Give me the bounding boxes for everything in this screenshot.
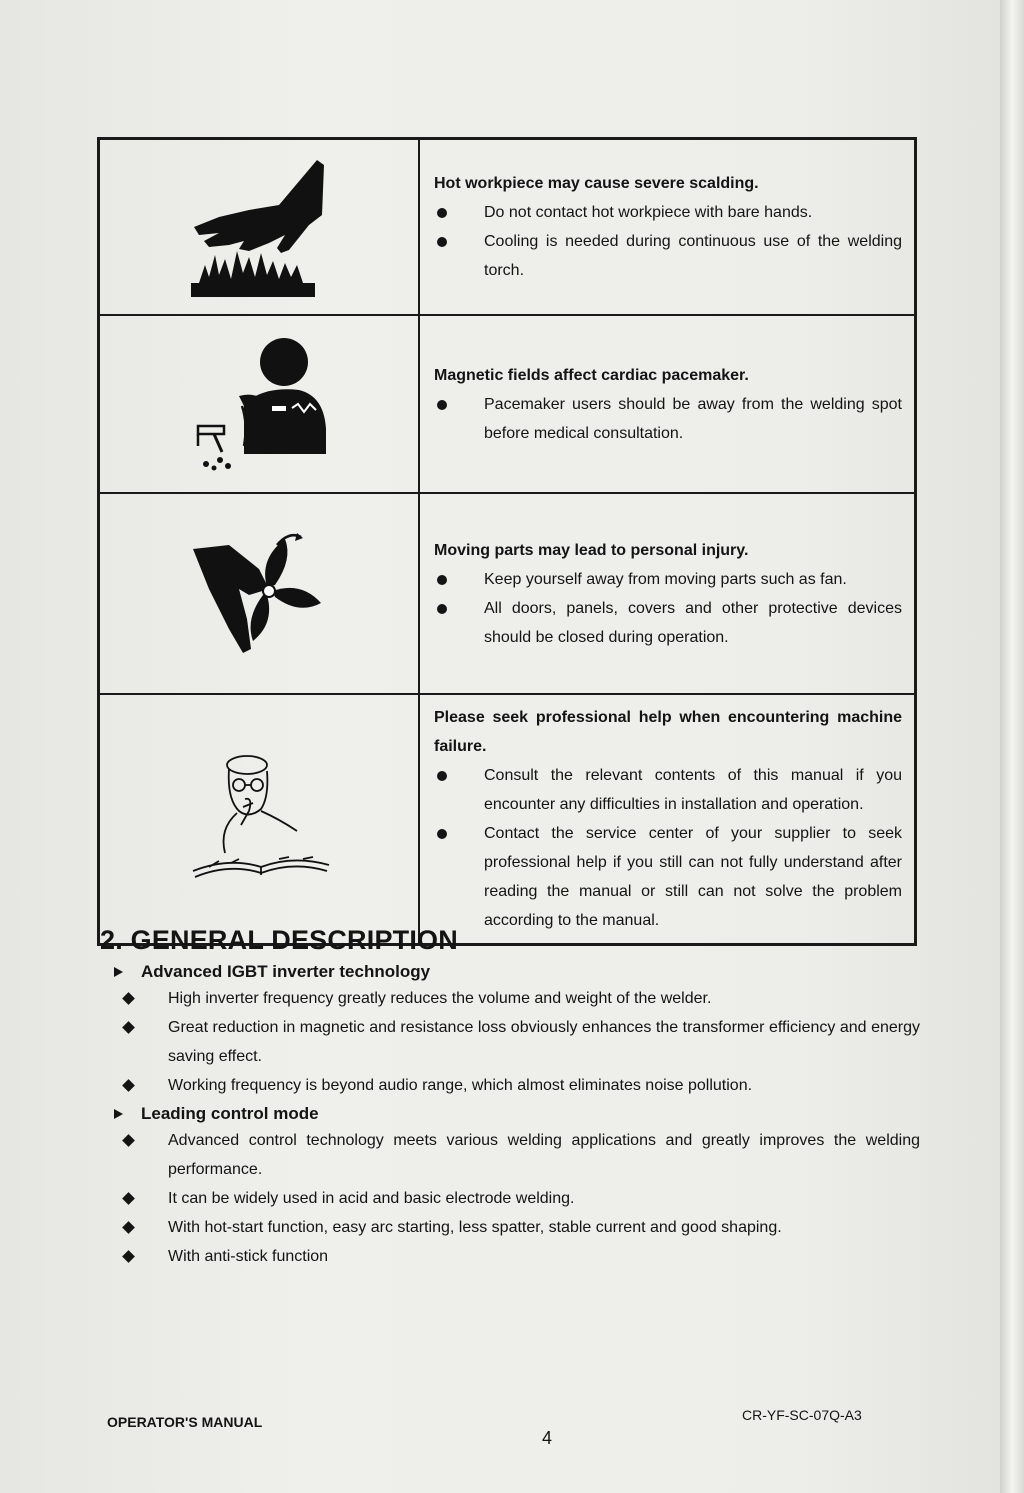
subsection-title: Advanced IGBT inverter technology [114,962,920,982]
warning-row [99,315,916,493]
warning-row [99,493,916,694]
warning-item: All doors, panels, covers and other protective devices should be closed during operation. [434,594,902,652]
feature-item: With hot-start function, easy arc starting, less spatter, stable current and good shaping. [100,1213,920,1242]
feature-item: With anti-stick function [100,1242,920,1271]
feature-item: It can be widely used in acid and basic electrode welding. [100,1184,920,1213]
feature-list [100,1126,920,1271]
footer-manual-label: OPERATOR'S MANUAL [107,1414,263,1430]
warning-item: Do not contact hot workpiece with bare hands. [434,198,902,227]
subsection-title: Leading control mode [114,1104,920,1124]
safety-warnings-table [97,137,917,946]
fan-hand-icon [189,529,329,659]
footer-document-code: CR-YF-SC-07Q-A3 [742,1407,862,1423]
warning-item: Pacemaker users should be away from the welding spot before medical consultation. [434,390,902,448]
feature-item: Working frequency is beyond audio range, which almost eliminates noise pollution. [100,1071,920,1100]
hot-workpiece-hand-icon [189,155,329,300]
feature-item: Great reduction in magnetic and resistance loss obviously enhances the transformer efficiency and energy saving effect. [100,1013,920,1071]
pacemaker-person-icon [184,334,334,474]
section-heading: 2. GENERAL DESCRIPTION [100,925,458,955]
page-edge [1000,0,1024,1493]
warning-text-cell [419,694,916,945]
warning-title: Please seek professional help when encountering machine failure. [434,709,902,755]
warning-list [434,390,902,448]
warning-list [434,761,902,935]
warning-item: Consult the relevant contents of this manual if you encounter any difficulties in installation and operation. [434,761,902,819]
warning-item: Contact the service center of your supplier to seek professional help if you still can not fully understand after reading the manual or still can not solve the problem according to the manual. [434,819,902,935]
page-number: 4 [542,1428,553,1448]
warning-row [99,139,916,316]
warning-text-cell [419,139,916,316]
warning-list [434,198,902,285]
warning-list [434,565,902,652]
warning-item: Keep yourself away from moving parts such as fan. [434,565,902,594]
feature-item: High inverter frequency greatly reduces the volume and weight of the welder. [100,984,920,1013]
warning-item: Cooling is needed during continuous use of the welding torch. [434,227,902,285]
feature-list [100,984,920,1100]
warning-text-cell [419,493,916,694]
reading-person-icon [179,749,339,889]
warning-picture-cell [99,493,420,694]
warning-row [99,694,916,945]
feature-item: Advanced control technology meets various welding applications and greatly improves the welding performance. [100,1126,920,1184]
warning-picture-cell [99,315,420,493]
warning-picture-cell [99,694,420,945]
warning-text-cell [419,315,916,493]
general-description-section [100,925,920,1271]
warning-title: Hot workpiece may cause severe scalding. [434,175,759,192]
warning-title: Moving parts may lead to personal injury. [434,541,749,559]
warning-picture-cell [99,139,420,316]
warning-title: Magnetic fields affect cardiac pacemaker. [434,366,749,384]
